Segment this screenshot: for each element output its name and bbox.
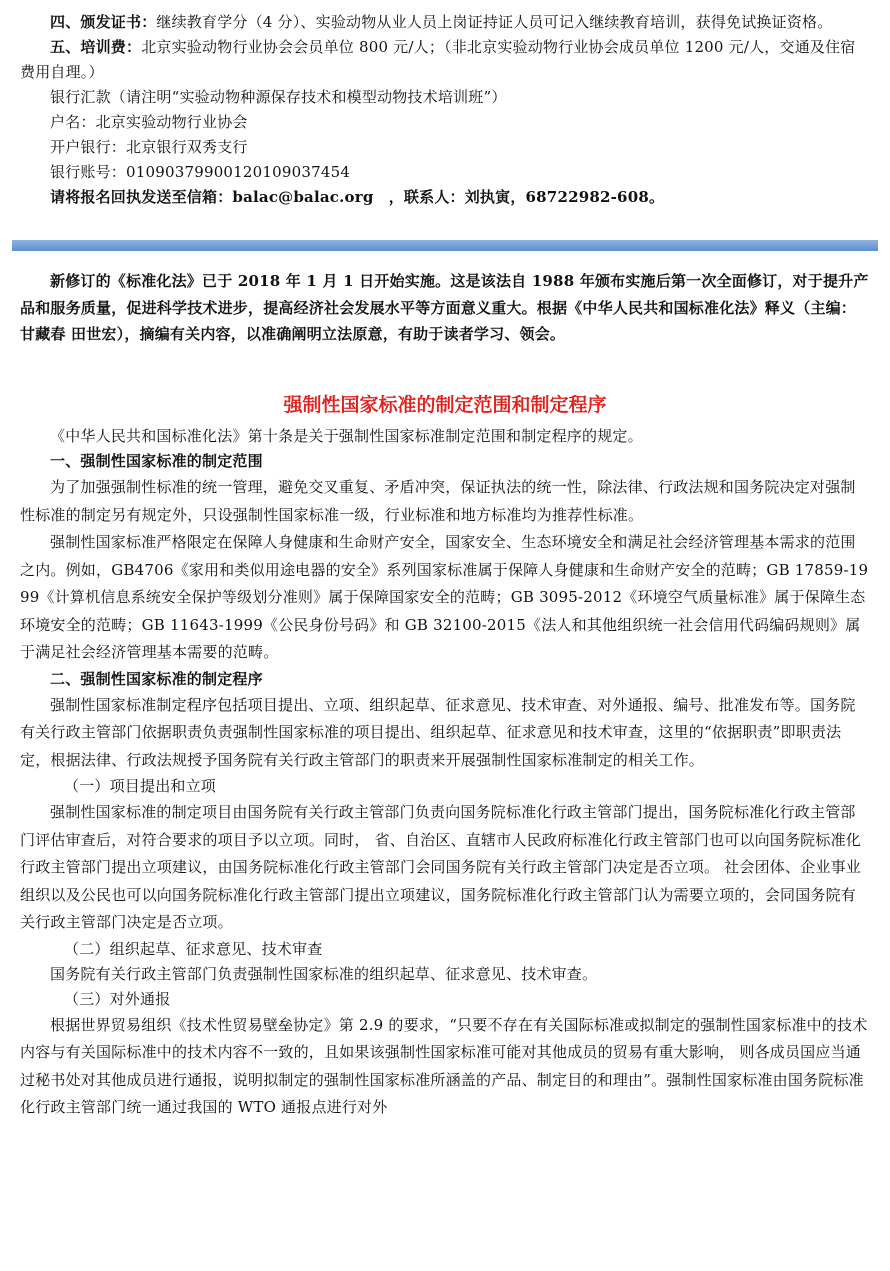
- lead-paragraph: 《中华人民共和国标准化法》第十条是关于强制性国家标准制定范围和制定程序的规定。: [50, 427, 643, 445]
- subheading-notification: （三）对外通报: [64, 989, 171, 1008]
- scope-paragraph-1: 为了加强强制性标准的统一管理，避免交叉重复、矛盾冲突，保证执法的统一性，除法律、行政法规和国务院决定对强制性标准的制定另有规定外，只设强制性国家标准一级，行业标准和地方标准均为推荐性标准。: [20, 478, 856, 524]
- notification-paragraph: 根据世界贸易组织《技术性贸易壁垒协定》第 2.9 的要求，“只要不存在有关国际标准或拟制定的强制性国家标准中的技术内容与有关国际标准中的技术内容不一致的，且如果该强制性国家标准可能对其他成员的贸易有重大影响， 则各成员国应当通过秘书处对其他成员进行通报，说明拟制定的强制性国家标准所涵盖的产品、制定目的和理由”。强制性国家标准由国务院标准化行政主管部门统一通过我国的 WTO 通报点进行对外: [20, 1015, 868, 1116]
- contact-line: 请将报名回执发送至信箱：balac@balac.org ，联系人：刘执寅，68722982-608。: [50, 188, 665, 206]
- scope-paragraph-2: 强制性国家标准严格限定在保障人身健康和生命财产安全，国家安全、生态环境安全和满足社会经济管理基本需求的范围之内。例如，GB4706《家用和类似用途电器的安全》系列国家标准属于保障人身健康和生命财产安全的范畴；GB 17859-1999《计算机信息系统安全保护等级划分准则》属于保障国家安全的范畴；GB 3095-2012《环境空气质量标准》属于保障生态环境安全的范畴；GB 11643-1999《公民身份号码》和 GB 32100-2015《法人和其他组织统一社会信用代码编码规则》属于满足社会经济管理基本需要的范畴。: [20, 533, 869, 661]
- fee-paragraph: [20, 35, 870, 85]
- project-proposal-paragraph: 强制性国家标准的制定项目由国务院有关行政主管部门负责向国务院标准化行政主管部门提出，国务院标准化行政主管部门评估审查后，对符合要求的项目予以立项。同时， 省、自治区、直辖市人民政府标准化行政主管部门也可以向国务院标准化行政主管部门提出立项建议，由国务院标准化行政主管部门会同国务院有关行政主管部门决定是否立项。 社会团体、企业事业组织以及公民也可以向国务院标准化行政主管部门提出立项建议，国务院标准化行政主管部门认为需要立项的，会同国务院有关行政主管部门决定是否立项。: [20, 803, 861, 931]
- subheading-project-proposal: （一）项目提出和立项: [64, 777, 217, 795]
- section-heading-procedure: 二、强制性国家标准的制定程序: [50, 669, 263, 688]
- subheading-drafting: （二）组织起草、征求意见、技术审查: [64, 939, 323, 958]
- article-body: [20, 424, 870, 1122]
- drafting-paragraph: 国务院有关行政主管部门负责强制性国家标准的组织起草、征求意见、技术审查。: [50, 964, 598, 983]
- bank-transfer-note: 银行汇款（请注明“实验动物种源保存技术和模型动物技术培训班”）: [50, 88, 507, 106]
- training-info-section: [20, 10, 870, 210]
- certificate-text: 继续教育学分（4 分）、实验动物从业人员上岗证持证人员可记入继续教育培训，获得免试换证资格。: [156, 13, 833, 31]
- intro-paragraph: 新修订的《标准化法》已于 2018 年 1 月 1 日开始实施。这是该法自 1988 年颁布实施后第一次全面修订，对于提升产品和服务质量，促进科学技术进步，提高经济社会发展水平等方面意义重大。根据《中华人民共和国标准化法》释义（主编：甘藏春 田世宏），摘编有关内容，以准确阐明立法原意，有助于读者学习、领会。: [20, 272, 869, 343]
- article-title: 强制性国家标准的制定范围和制定程序: [283, 394, 607, 416]
- account-name: 户名：北京实验动物行业协会: [50, 113, 248, 131]
- fee-label: 五、培训费：: [50, 38, 142, 56]
- fee-text: 北京实验动物行业协会会员单位 800 元/人；（非北京实验动物行业协会成员单位 1200 元/人，交通及住宿费用自理。）: [20, 38, 856, 81]
- account-number: 银行账号：01090379900120109037454: [50, 163, 351, 181]
- certificate-paragraph: [20, 10, 870, 35]
- certificate-label: 四、颁发证书：: [50, 13, 157, 31]
- procedure-paragraph: 强制性国家标准制定程序包括项目提出、立项、组织起草、征求意见、技术审查、对外通报、编号、批准发布等。国务院有关行政主管部门依据职责负责强制性国家标准的项目提出、组织起草、征求意见和技术审查，这里的“依据职责”即职责法定，根据法律、行政法规授予国务院有关行政主管部门的职责来开展强制性国家标准制定的相关工作。: [20, 695, 856, 769]
- section-divider-bar: [12, 240, 878, 251]
- bank-name: 开户银行：北京银行双秀支行: [50, 138, 248, 156]
- section-heading-scope: 一、强制性国家标准的制定范围: [50, 452, 263, 470]
